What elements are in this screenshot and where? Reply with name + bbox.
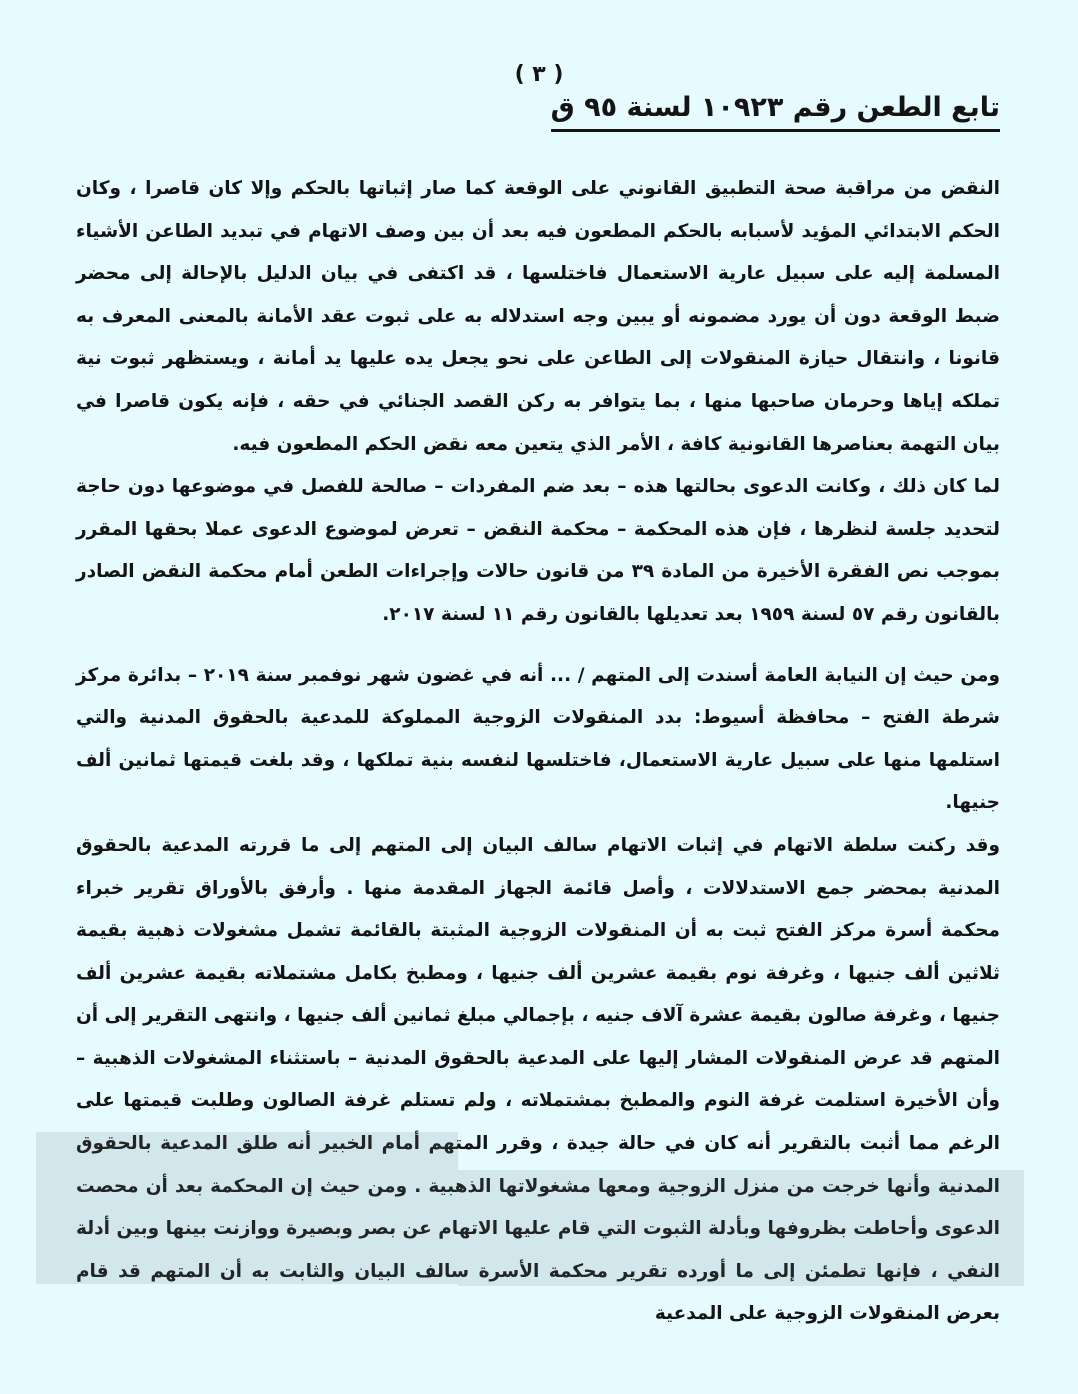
document-body <box>76 168 1000 1336</box>
case-header-title: تابع الطعن رقم ١٠٩٢٣ لسنة ٩٥ ق <box>551 92 1000 132</box>
paragraph-4: وقد ركنت سلطة الاتهام في إثبات الاتهام سالف البيان إلى المتهم إلى ما قررته المدعية بالحقوق المدنية بمحضر جمع الاستدلالات ، وأصل قائمة الجهاز المقدمة منها . وأرفق بالأوراق تقرير خبراء محكمة أسرة مركز الفتح ثبت به أن المنقولات الزوجية المثبتة بالقائمة تشمل مشغولات ذهبية بقيمة ثلاثين ألف جنيها ، وغرفة نوم بقيمة عشرين ألف جنيها ، ومطبخ بكامل مشتملاته بقيمة عشرين ألف جنيها ، وغرفة صالون بقيمة عشرة آلاف جنيه ، بإجمالي مبلغ ثمانين ألف جنيها ، وانتهى التقرير إلى أن المتهم قد عرض المنقولات المشار إليها على المدعية بالحقوق المدنية – باستثناء المشغولات الذهبية – وأن الأخيرة استلمت غرفة النوم والمطبخ بمشتملاته ، ولم تستلم غرفة الصالون وطلبت قيمتها على الرغم مما أثبت بالتقرير أنه كان في حالة جيدة ، وقرر المتهم أمام الخبير أنه طلق المدعية بالحقوق المدنية وأنها خرجت من منزل الزوجية ومعها مشغولاتها الذهبية . ومن حيث إن المحكمة بعد أن محصت الدعوى وأحاطت بظروفها وبأدلة الثبوت التي قام عليها الاتهام عن بصر وبصيرة ووازنت بينها وبين أدلة النفي ، فإنها تطمئن إلى ما أورده تقرير محكمة الأسرة سالف البيان والثابت به أن المتهم قد قام بعرض المنقولات الزوجية على المدعية <box>76 834 1000 1325</box>
paragraph-3: ومن حيث إن النيابة العامة أسندت إلى المتهم / ... أنه في غضون شهر نوفمبر سنة ٢٠١٩ – بدائرة مركز شرطة الفتح – محافظة أسيوط: بدد المنقولات الزوجية المملوكة للمدعية بالحقوق المدنية والتي استلمها منها على سبيل عارية الاستعمال، فاختلسها لنفسه بنية تملكها ، وقد بلغت قيمتها ثمانين ألف جنيها. <box>76 664 1001 814</box>
paragraph-2: لما كان ذلك ، وكانت الدعوى بحالتها هذه – بعد ضم المفردات – صالحة للفصل في موضوعها دون حاجة لتحديد جلسة لنظرها ، فإن هذه المحكمة – محكمة النقض – تعرض لموضوع الدعوى عملا بحقها المقرر بموجب نص الفقرة الأخيرة من المادة ٣٩ من قانون حالات وإجراءات الطعن أمام محكمة النقض الصادر بالقانون رقم ٥٧ لسنة ١٩٥٩ بعد تعديلها بالقانون رقم ١١ لسنة ٢٠١٧. <box>76 476 1000 625</box>
paragraph-1: النقض من مراقبة صحة التطبيق القانوني على الوقعة كما صار إثباتها بالحكم وإلا كان قاصرا ، وكان الحكم الابتدائي المؤيد لأسبابه بالحكم المطعون فيه بعد أن بين وصف الاتهام في تبديد الطاعن الأشياء المسلمة إليه على سبيل عارية الاستعمال فاختلسها ، قد اكتفى في بيان الدليل بالإحالة إلى محضر ضبط الوقعة دون أن يورد مضمونه أو يبين وجه استدلاله به على ثبوت عقد الأمانة بالمعنى المعرف به قانونا ، وانتقال حيازة المنقولات إلى الطاعن على نحو يجعل يده عليها يد أمانة ، ويستظهر ثبوت نية تملكه إياها وحرمان صاحبها منها ، بما يتوافر به ركن القصد الجنائي في حقه ، فإنه يكون قاصرا في بيان التهمة بعناصرها القانونية كافة ، الأمر الذي يتعين معه نقض الحكم المطعون فيه. <box>76 178 1000 455</box>
page-number: ( ٣ ) <box>514 62 564 87</box>
